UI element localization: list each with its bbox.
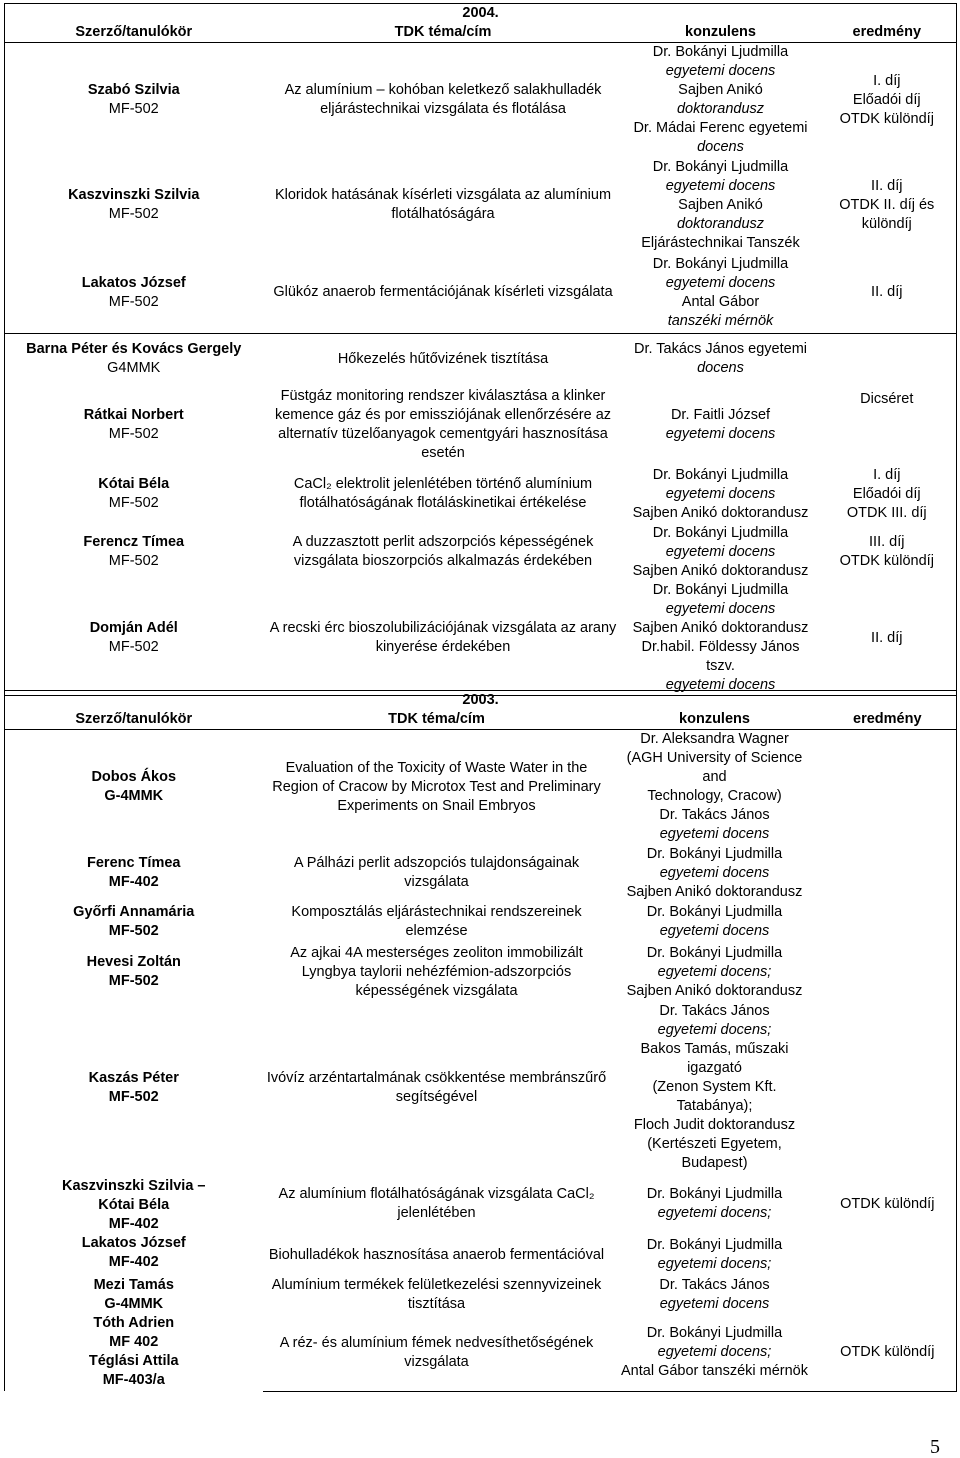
author-code: MF-402 — [108, 874, 159, 890]
author-name: Lakatos József — [81, 274, 186, 291]
header-result: eredmény — [819, 710, 957, 730]
advisor-line: Dr. Bokányi Ljudmilla — [646, 845, 783, 862]
advisor-cell — [624, 523, 818, 581]
result-cell — [819, 1002, 957, 1173]
result-line: II. díj — [871, 177, 903, 194]
advisor-cell — [611, 730, 819, 845]
author-code: G4MMK — [107, 360, 161, 377]
header-advisor: konzulens — [611, 710, 819, 730]
author-code: MF-502 — [108, 293, 159, 310]
author-code: MF-502 — [108, 101, 159, 117]
advisor-line: Dr. Aleksandra Wagner — [640, 731, 789, 747]
advisor-cell — [624, 581, 818, 696]
topic-cell: Hőkezelés hűtővizének tisztítása — [337, 350, 549, 367]
author-name: Mezi Tamás — [93, 1277, 174, 1293]
result-line: Előadói díj — [852, 91, 921, 108]
advisor-line: Dr. Bokányi Ljudmilla — [646, 904, 783, 920]
advisor-line: Dr. Bokányi Ljudmilla — [652, 582, 789, 598]
advisor-line: Dr. Takács János — [659, 1277, 770, 1293]
advisor-line: Sajben Anikó doktorandusz — [626, 982, 803, 999]
advisor-line: tanszéki mérnök — [667, 312, 774, 329]
advisor-line: Dr. Bokányi Ljudmilla — [646, 1237, 783, 1253]
author-code: MF-502 — [108, 923, 159, 939]
advisor-line: Antal Gábor — [681, 293, 760, 310]
author-cell — [5, 1275, 263, 1391]
header-row — [5, 23, 957, 43]
advisor-line: egyetemi docens — [665, 177, 776, 194]
advisor-line: egyetemi docens — [659, 923, 770, 939]
advisor-line: Sajben Anikó doktorandusz — [626, 883, 803, 900]
table-row — [5, 43, 957, 158]
author-name: Ferenc Tímea — [87, 855, 181, 871]
header-topic: TDK téma/cím — [263, 710, 611, 730]
author-name: Kótai Béla — [98, 476, 170, 492]
author-code: MF-403/a — [102, 1372, 165, 1388]
table-row — [5, 465, 957, 523]
result-cell — [819, 942, 957, 1002]
author-code: MF-502 — [108, 1088, 159, 1105]
advisor-cell — [624, 333, 818, 385]
advisor-line: egyetemi docens; — [657, 1205, 772, 1221]
author-name: Kaszás Péter — [88, 1069, 179, 1086]
advisor-cell — [624, 465, 818, 523]
advisor-line: egyetemi docens — [659, 1296, 770, 1312]
advisor-line: Floch Judit doktorandusz — [633, 1117, 796, 1133]
year-row — [5, 4, 957, 24]
advisor-line: docens — [697, 139, 744, 155]
author-name: Kótai Béla — [98, 1196, 170, 1213]
result-cell — [818, 157, 957, 253]
advisor-cell — [611, 1235, 819, 1275]
advisor-cell — [624, 385, 818, 465]
advisor-line: Dr. Bokányi Ljudmilla — [652, 466, 789, 483]
author-cell — [5, 902, 263, 942]
advisor-line: Bakos Tamás, műszaki igazgató — [640, 1041, 789, 1076]
author-cell — [5, 1173, 263, 1275]
topic-cell: Az alumínium – kohóban keletkező salakhulladék eljárástechnikai vizsgálata és flotálása — [284, 82, 602, 117]
header-result: eredmény — [818, 23, 957, 43]
result-cell — [819, 1235, 957, 1275]
author-code: MF-402 — [108, 1215, 159, 1232]
advisor-line: Dr. Bokányi Ljudmilla — [652, 524, 789, 541]
author-cell — [5, 844, 263, 902]
topic-cell: Az ajkai 4A mesterséges zeoliton immobilizált Lyngbya taylorii nehézfémion-adszorpciós képességének vizsgálata — [290, 944, 583, 999]
advisor-line: docens — [697, 360, 744, 377]
header-advisor: konzulens — [624, 23, 818, 43]
author-code: MF-502 — [108, 973, 159, 989]
author-name: Barna Péter és Kovács Gergely — [26, 341, 242, 358]
author-code: G-4MMK — [104, 788, 164, 804]
result-line: OTDK III. díj — [846, 504, 927, 521]
author-cell — [5, 43, 263, 158]
header-author: Szerző/tanulókör — [5, 710, 263, 730]
result-line: I. díj — [873, 466, 901, 483]
result-cell — [818, 523, 957, 581]
topic-cell: A duzzasztott perlit adszorpciós képességének vizsgálata bioszorpciós alkalmazás érdekében — [292, 534, 594, 569]
result-cell — [818, 465, 957, 523]
topic-cell: A recski érc bioszolubilizációjának vizsgálata az arany kinyerése érdekében — [263, 581, 624, 696]
advisor-line: egyetemi docens — [665, 274, 776, 291]
author-name: Győrfi Annamária — [73, 904, 195, 920]
topic-cell: A Pálházi perlit adszopciós tulajdonságainak vizsgálata — [293, 855, 580, 890]
advisor-line: egyetemi docens; — [657, 1022, 772, 1038]
result-line: OTDK különdíj — [839, 110, 934, 127]
topic-cell: Evaluation of the Toxicity of Waste Water in the Region of Cracow by Microtox Test and Preliminary Experiments on Snail Embryos — [272, 759, 601, 814]
author-name: Ferencz Tímea — [83, 534, 185, 550]
author-cell — [5, 465, 263, 523]
advisor-line: Sajben Anikó doktorandusz — [632, 504, 809, 521]
year-title: 2004. — [5, 4, 957, 24]
advisor-line: egyetemi docens — [659, 826, 770, 842]
header-topic: TDK téma/cím — [263, 23, 624, 43]
result-line: III. díj — [869, 534, 905, 550]
advisor-line: doktorandusz — [676, 215, 765, 232]
table-row — [5, 1173, 957, 1235]
table-2003 — [4, 690, 957, 1392]
author-name: Kaszvinszki Szilvia – — [62, 1177, 206, 1194]
advisor-cell — [611, 844, 819, 902]
advisor-line: Dr. Bokányi Ljudmilla — [646, 1325, 783, 1342]
result-cell — [818, 581, 957, 696]
author-cell — [5, 523, 263, 581]
author-name: Rátkai Norbert — [83, 407, 184, 423]
author-code: MF 402 — [109, 1334, 159, 1350]
author-name: Domján Adél — [89, 620, 178, 636]
author-cell — [5, 730, 263, 845]
advisor-cell — [624, 253, 818, 333]
result-line: OTDK II. díj és — [839, 196, 935, 213]
result-cell — [819, 844, 957, 902]
topic-cell: Füstgáz monitoring rendszer kiválasztása a klinker kemence gáz és por emissziójának ellenőrzésére az alternatív tüzelőanyagok cementgyári hasznosítása esetén — [274, 388, 612, 461]
author-name: Kaszvinszki Szilvia — [68, 187, 200, 203]
advisor-cell — [611, 1315, 819, 1391]
advisor-line: egyetemi docens; — [657, 1256, 772, 1272]
advisor-line: Antal Gábor tanszéki mérnök — [621, 1363, 808, 1380]
result-cell — [818, 253, 957, 333]
result-line: OTDK különdíj — [839, 553, 934, 569]
table-row — [5, 942, 957, 1002]
advisor-line: Dr. Bokányi Ljudmilla — [646, 944, 783, 961]
result-line: különdíj — [861, 215, 912, 232]
advisor-line: egyetemi docens; — [657, 963, 772, 980]
advisor-cell — [611, 1002, 819, 1173]
advisor-line: Dr. Bokányi Ljudmilla — [652, 255, 789, 272]
table-row — [5, 157, 957, 253]
table-row — [5, 902, 957, 942]
table-row — [5, 333, 957, 385]
header-author: Szerző/tanulókör — [5, 23, 263, 43]
author-code: MF-502 — [108, 495, 159, 511]
result-cell: OTDK különdíj — [819, 1173, 957, 1235]
result-line: I. díj — [873, 72, 901, 89]
author-name: Hevesi Zoltán — [86, 954, 181, 970]
advisor-line: Dr. Mádai Ferenc egyetemi — [633, 120, 808, 136]
result-line: II. díj — [871, 629, 903, 646]
advisor-line: Sajben Anikó doktorandusz — [632, 620, 809, 636]
advisor-line: Dr. Faitli József — [670, 407, 771, 423]
table-row — [5, 844, 957, 902]
table-row — [5, 385, 957, 465]
table-2004 — [4, 3, 957, 696]
author-cell — [5, 942, 263, 1002]
advisor-cell — [611, 1173, 819, 1235]
author-code: G-4MMK — [104, 1296, 164, 1312]
advisor-line: egyetemi docens — [665, 485, 776, 502]
advisor-line: egyetemi docens — [665, 601, 776, 617]
author-name: Szabó Szilvia — [87, 82, 180, 98]
table-row — [5, 581, 957, 696]
author-code: MF-402 — [108, 1253, 159, 1270]
result-cell — [818, 43, 957, 158]
advisor-line: Technology, Cracow) — [647, 788, 782, 804]
advisor-line: egyetemi docens — [665, 543, 776, 560]
advisor-cell — [624, 43, 818, 158]
year-title: 2003. — [5, 691, 957, 711]
author-cell — [5, 157, 263, 253]
topic-cell: CaCl₂ elektrolit jelenlétében történő alumínium flotálhatóságának flotáláskinetikai értékelése — [293, 476, 593, 511]
advisor-line: (Kertészeti Egyetem, Budapest) — [647, 1136, 782, 1171]
author-cell — [5, 1002, 263, 1173]
topic-cell: Ivóvíz arzéntartalmának csökkentése membránszűrő segítségével — [266, 1069, 607, 1105]
author-name: Téglási Attila — [88, 1353, 179, 1369]
author-name: Tóth Adrien — [93, 1315, 175, 1331]
advisor-line: Sajben Anikó — [678, 196, 763, 213]
advisor-cell — [611, 942, 819, 1002]
advisor-cell — [624, 157, 818, 253]
table-row — [5, 1275, 957, 1315]
advisor-line: (AGH University of Science and — [626, 750, 803, 785]
advisor-line: egyetemi docens — [659, 864, 770, 881]
table-row — [5, 253, 957, 333]
author-cell — [5, 385, 263, 465]
author-name: Lakatos József — [81, 1234, 186, 1251]
advisor-line: Dr. Takács János — [659, 1003, 770, 1019]
advisor-line: egyetemi docens — [665, 426, 776, 442]
author-name: Dobos Ákos — [91, 769, 177, 785]
table-row — [5, 730, 957, 845]
topic-cell: Az alumínium flotálhatóságának vizsgálata CaCl₂ jelenlétében — [278, 1186, 595, 1221]
topic-cell: Biohulladékok hasznosítása anaerob fermentációval — [268, 1246, 605, 1263]
advisor-line: Dr. Bokányi Ljudmilla — [652, 158, 789, 175]
advisor-line: Dr. Takács János — [659, 807, 770, 823]
advisor-line: Sajben Anikó doktorandusz — [632, 562, 809, 579]
topic-cell: Alumínium termékek felületkezelési szennyvizeinek tisztítása — [271, 1277, 602, 1312]
header-row — [5, 710, 957, 730]
topic-cell: Komposztálás eljárástechnikai rendszereinek elemzése — [291, 904, 582, 939]
table-row — [5, 1002, 957, 1173]
advisor-line: Dr. Bokányi Ljudmilla — [652, 44, 789, 60]
author-code: MF-502 — [108, 639, 159, 655]
result-cell — [819, 1275, 957, 1315]
advisor-cell — [611, 902, 819, 942]
result-line: II. díj — [871, 284, 903, 301]
advisor-line: egyetemi docens — [665, 677, 776, 693]
result-line: Dicséret — [860, 390, 914, 407]
result-cell — [819, 902, 957, 942]
advisor-line: Sajben Anikó — [678, 82, 763, 98]
topic-cell: Glükóz anaerob fermentációjának kísérleti vizsgálata — [263, 253, 624, 333]
result-cell: OTDK különdíj — [819, 1315, 957, 1391]
result-cell — [819, 730, 957, 845]
page-number: 5 — [930, 1436, 940, 1458]
result-line: Előadói díj — [852, 485, 921, 502]
author-code: MF-502 — [108, 426, 159, 442]
result-cell — [818, 333, 957, 465]
advisor-line: egyetemi docens — [665, 63, 776, 79]
advisor-line: Dr.habil. Földessy János tszv. — [641, 639, 800, 674]
year-row — [5, 691, 957, 711]
advisor-line: doktorandusz — [676, 101, 765, 117]
advisor-line: (Zenon System Kft. Tatabánya); — [652, 1079, 777, 1114]
advisor-line: Dr. Takács János egyetemi — [633, 341, 807, 358]
advisor-line: egyetemi docens; — [657, 1344, 772, 1361]
topic-cell: A réz- és alumínium fémek nedvesíthetőségének vizsgálata — [263, 1315, 611, 1391]
author-cell — [5, 333, 263, 385]
author-cell — [5, 581, 263, 696]
advisor-line: Eljárástechnikai Tanszék — [641, 234, 800, 251]
advisor-line: Dr. Bokányi Ljudmilla — [646, 1186, 783, 1202]
topic-cell: Kloridok hatásának kísérleti vizsgálata az alumínium flotálhatóságára — [274, 187, 612, 222]
author-code: MF-502 — [108, 206, 159, 222]
table-row — [5, 523, 957, 581]
author-cell — [5, 253, 263, 333]
advisor-cell — [611, 1275, 819, 1315]
author-code: MF-502 — [108, 553, 159, 569]
